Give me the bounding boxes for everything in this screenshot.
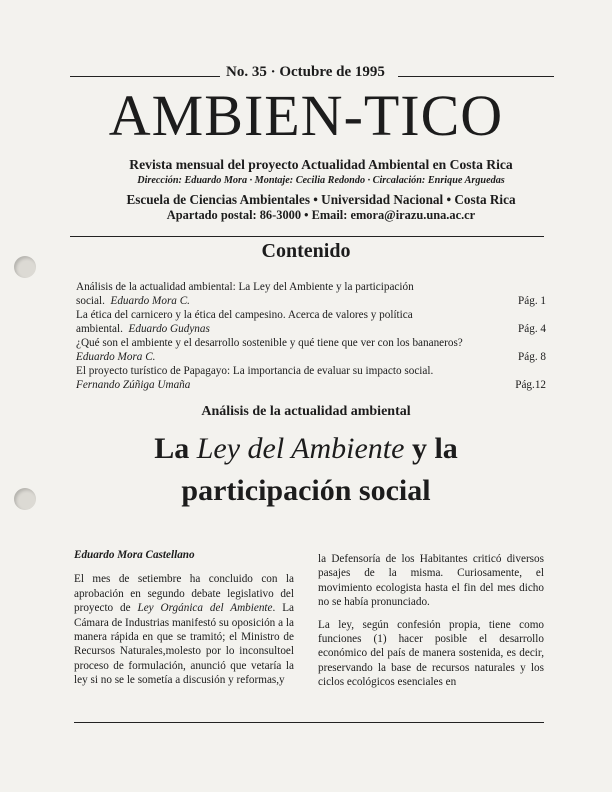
law-name: Ley Orgánica del Ambiente	[137, 602, 273, 615]
toc-item-author: Eduardo Gudynas	[128, 323, 210, 335]
masthead-contact: Apartado postal: 86-3000 • Email: emora@irazu.una.ac.cr	[166, 208, 476, 222]
contents-top-rule	[70, 236, 544, 237]
toc-item-title: La ética del carnicero y la ética del campesino. Acerca de valores y política	[76, 309, 413, 321]
toc-item[interactable]	[76, 280, 546, 308]
masthead-title: AMBIEN-TICO	[108, 83, 504, 148]
article-text-cont: . La Cámara de Industrias manifestó su oposición a la manera rápida en que se tramitó; el Ministro de Recursos Naturales,molesto por lo inconsultoel proceso de formulación, anunció que vetaría la ley si no se le sometía a discusión y reformas,y	[74, 602, 294, 687]
article-title	[0, 430, 612, 468]
toc-item-page: Pág. 4	[518, 323, 546, 335]
toc-item-author: Fernando Zúñiga Umaña	[76, 379, 191, 391]
toc-item-page: Pág. 1	[518, 295, 546, 307]
toc-item-page: Pág.12	[515, 379, 546, 391]
toc-item[interactable]	[76, 336, 546, 364]
article-byline: Eduardo Mora Castellano	[74, 549, 195, 561]
masthead-subtitle: Revista mensual del proyecto Actualidad Ambiental en Costa Rica	[129, 157, 513, 172]
contents-heading: Contenido	[261, 240, 351, 262]
toc-item-title-cont: ambiental.	[76, 323, 123, 335]
toc-item-title: Análisis de la actualidad ambiental: La Ley del Ambiente y la participación	[76, 281, 414, 293]
toc-item[interactable]	[76, 364, 546, 392]
toc-item-author: Eduardo Mora C.	[76, 351, 156, 363]
article-title-line2: participación social	[181, 474, 431, 507]
article-column-left	[74, 548, 294, 696]
issue-rule-left	[70, 76, 220, 77]
footer-rule	[74, 722, 544, 723]
article-paragraph: la Defensoría de los Habitantes criticó diversos pasajes de la misma. Curiosamente, el movimiento ecologista hasta el fin del mes dicho no se había pronunciado.	[318, 553, 544, 609]
article-title-law: Ley del Ambiente	[196, 432, 405, 465]
toc-item-title-cont: social.	[76, 295, 105, 307]
article-column-right	[318, 552, 544, 698]
article-paragraph: La ley, según confesión propia, tiene como funciones (1) hacer posible el desarrollo económico del país de manera sostenida, es decir, preservando la base de recursos naturales y los ciclos ecológicos esenciales en	[318, 618, 544, 689]
section-label: Análisis de la actualidad ambiental	[201, 404, 411, 419]
masthead-school: Escuela de Ciencias Ambientales • Universidad Nacional • Costa Rica	[126, 192, 516, 207]
issue-rule-right	[398, 76, 554, 77]
masthead-credits: Dirección: Eduardo Mora · Montaje: Cecilia Redondo · Circalación: Enrique Arguedas	[137, 175, 505, 186]
article-title-post: y la	[404, 432, 458, 465]
article-text: El mes de setiembre ha concluido con la aprobación en segundo debate legislativo del proyecto de	[74, 573, 294, 615]
article-title-pre: La	[154, 432, 197, 465]
toc-item[interactable]	[76, 308, 546, 336]
toc-item-page: Pág. 8	[518, 351, 546, 363]
article-paragraph	[74, 572, 294, 687]
issue-number: No. 35 · Octubre de 1995	[226, 64, 385, 80]
toc-item-title: ¿Qué son el ambiente y el desarrollo sostenible y qué tiene que ver con los bananeros?	[76, 337, 463, 349]
toc-item-author: Eduardo Mora C.	[110, 295, 190, 307]
toc-item-title: El proyecto turístico de Papagayo: La importancia de evaluar su impacto social.	[76, 365, 434, 377]
